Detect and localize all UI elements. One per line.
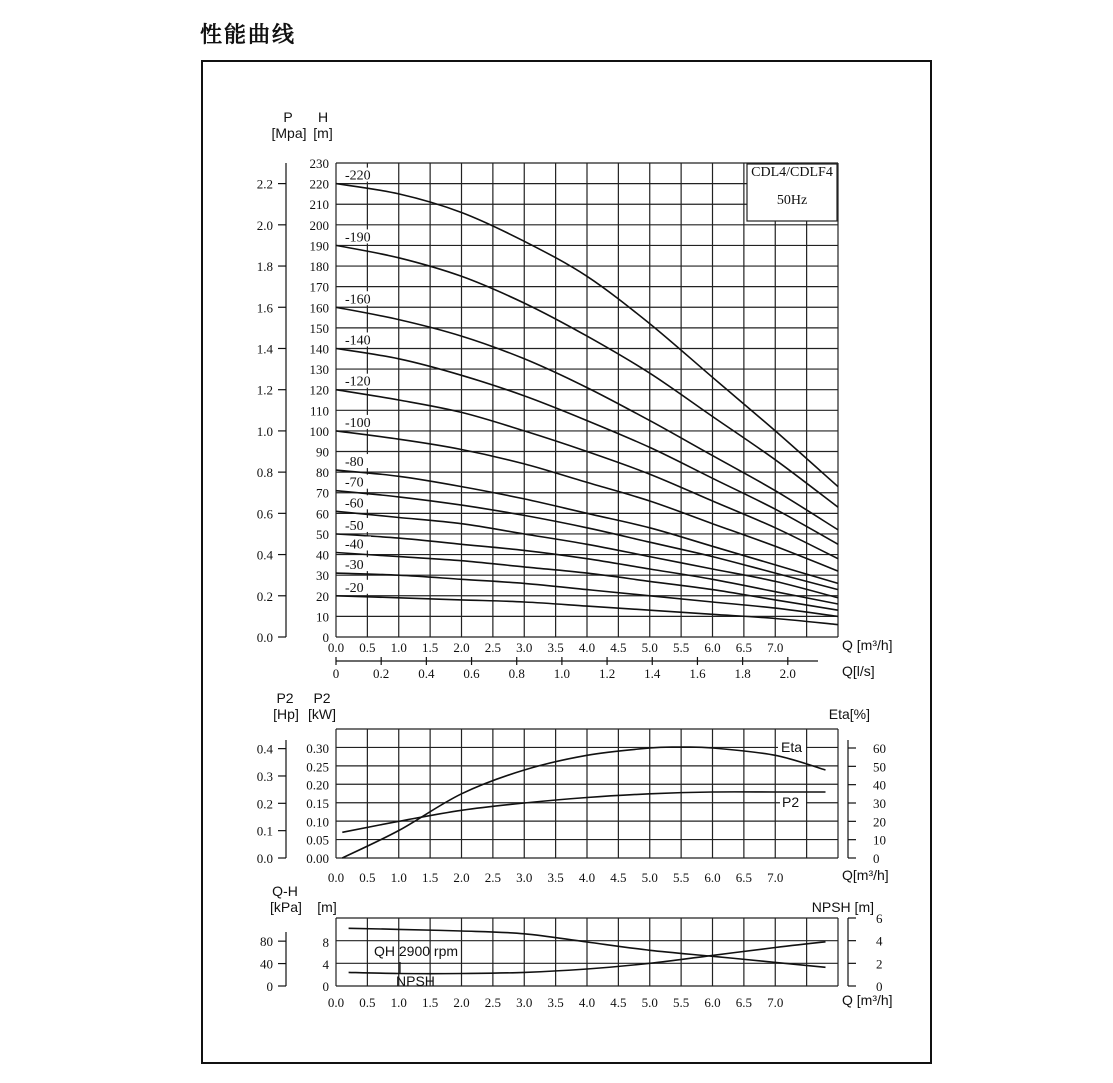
flow-tick-label: 2.5 xyxy=(484,640,501,655)
flow-tick-label: 6.0 xyxy=(704,870,721,885)
pressure-axis-title: P xyxy=(283,109,293,125)
flow-tick-label: 2.5 xyxy=(484,870,501,885)
flow-tick-label: 6.0 xyxy=(704,995,721,1010)
curve-label: -50 xyxy=(345,518,364,534)
curve-label: -60 xyxy=(345,496,364,512)
eta-tick-label: 40 xyxy=(873,777,886,793)
npsh-tick-label: 4 xyxy=(876,933,883,949)
flow-ls-tick-label: 0.4 xyxy=(418,666,435,681)
head-tick-label: 110 xyxy=(309,403,329,419)
hp-tick-label: 0.2 xyxy=(256,796,273,812)
flow-ls-tick-label: 2.0 xyxy=(779,666,796,681)
flow-tick-label: 3.0 xyxy=(516,640,533,655)
qh-curve-label: QH 2900 rpm xyxy=(374,943,459,959)
npsh-axis-title: NPSH [m] xyxy=(811,899,874,915)
flow-tick-label: 2.0 xyxy=(453,870,470,885)
flow-tick-label: 1.5 xyxy=(422,870,439,885)
pressure-tick-label: 0.8 xyxy=(256,465,273,481)
kpa-tick-label: 0 xyxy=(266,979,273,994)
flow-tick-label: 5.0 xyxy=(641,640,658,655)
flow-tick-label: 4.5 xyxy=(610,870,627,885)
flow-tick-label: 6.0 xyxy=(704,640,721,655)
curve-label: -80 xyxy=(345,455,364,471)
flow-axis-title: Q [m³/h] xyxy=(842,637,893,653)
kw-axis-unit: [kW] xyxy=(308,706,336,722)
hp-tick-label: 0.4 xyxy=(256,741,273,757)
head-tick-label: 170 xyxy=(309,279,329,295)
curve-label: -160 xyxy=(345,292,371,308)
head-m-axis-unit: [m] xyxy=(317,899,337,915)
flow-ls-tick-label: 1.6 xyxy=(689,666,706,681)
kw-tick-label: 0.20 xyxy=(306,777,329,793)
curve-label: -70 xyxy=(345,475,364,491)
flow-tick-label: 2.0 xyxy=(453,640,470,655)
head-tick-label: 120 xyxy=(309,382,329,398)
flow-ls-tick-label: 0 xyxy=(332,666,340,681)
head-tick-label: 180 xyxy=(309,259,329,275)
pressure-tick-label: 1.0 xyxy=(256,423,273,439)
flow-tick-label: 4.0 xyxy=(578,870,596,885)
kw-tick-label: 0.05 xyxy=(306,832,329,848)
eta-tick-label: 50 xyxy=(873,759,886,775)
flow-tick-label: 4.5 xyxy=(610,640,627,655)
flow-tick-label: 7.0 xyxy=(767,995,784,1010)
page-title: 性能曲线 xyxy=(200,23,297,48)
flow-ls-tick-label: 0.8 xyxy=(508,666,525,681)
curve-label: -30 xyxy=(345,558,364,574)
flow-tick-label: 3.0 xyxy=(516,870,533,885)
flow-tick-label: 3.5 xyxy=(547,640,564,655)
flow-tick-label: 2.0 xyxy=(453,995,470,1010)
pressure-tick-label: 0.2 xyxy=(256,588,273,604)
flow-tick-label: 5.0 xyxy=(641,995,658,1010)
head-tick-label: 230 xyxy=(309,156,329,171)
pressure-tick-label: 1.2 xyxy=(256,382,273,398)
kpa-tick-label: 80 xyxy=(260,934,273,950)
kpa-tick-label: 40 xyxy=(260,956,273,972)
eta-tick-label: 0 xyxy=(873,851,880,866)
head-tick-label: 30 xyxy=(316,568,329,584)
head-axis-title: H xyxy=(317,109,329,125)
kw-tick-label: 0.10 xyxy=(306,814,329,830)
head-tick-label: 80 xyxy=(316,465,329,481)
curve-label: -120 xyxy=(345,374,371,390)
eta-tick-label: 30 xyxy=(873,796,886,811)
kw-tick-label: 0.00 xyxy=(306,851,329,866)
pressure-tick-label: 0.0 xyxy=(256,630,273,645)
flow-tick-label: 4.0 xyxy=(578,995,596,1010)
model-label: CDL4/CDLF4 xyxy=(751,165,833,180)
flow-tick-label: 0.5 xyxy=(359,870,376,885)
head-axis-unit: [m] xyxy=(313,125,333,141)
kw-tick-label: 0.15 xyxy=(306,796,329,811)
eta-tick-label: 20 xyxy=(873,814,886,830)
p2-curve-label: P2 xyxy=(782,794,800,810)
flow-tick-label: 1.0 xyxy=(390,995,407,1010)
flow-ls-axis-title: Q[l/s] xyxy=(842,663,875,679)
kpa-axis-title: Q-H xyxy=(272,883,298,899)
npsh-tick-label: 6 xyxy=(876,911,883,926)
frequency-label: 50Hz xyxy=(776,193,808,208)
flow-tick-label: 0.0 xyxy=(327,995,345,1010)
pressure-tick-label: 0.6 xyxy=(256,506,273,522)
flow-tick-label: 1.0 xyxy=(390,870,407,885)
flow-tick-label: 0.5 xyxy=(359,995,376,1010)
curve-label: -20 xyxy=(345,580,364,596)
flow-tick-label: 6.5 xyxy=(735,870,752,885)
flow-tick-label: 1.5 xyxy=(422,640,439,655)
flow-tick-label: 1.5 xyxy=(422,995,439,1010)
head-tick-label: 140 xyxy=(309,341,329,357)
head-tick-label: 210 xyxy=(309,197,329,213)
flow-tick-label: 6.5 xyxy=(735,995,752,1010)
hp-tick-label: 0.1 xyxy=(256,823,273,839)
head-tick-label: 220 xyxy=(309,176,329,192)
flow-tick-label: 7.0 xyxy=(767,870,784,885)
flow-tick-label: 4.5 xyxy=(610,995,627,1010)
head-tick-label: 60 xyxy=(316,506,329,522)
flow-tick-label: 5.5 xyxy=(673,995,690,1010)
kw-axis-title: P2 xyxy=(313,690,331,706)
performance-curve xyxy=(342,792,825,832)
head-tick-label: 150 xyxy=(309,320,329,336)
pressure-axis-unit: [Mpa] xyxy=(271,125,307,141)
pressure-tick-label: 1.8 xyxy=(256,259,273,275)
flow-ls-tick-label: 0.6 xyxy=(463,666,480,681)
flow-ls-tick-label: 1.0 xyxy=(553,666,571,681)
eta-curve-label: Eta xyxy=(781,739,803,755)
flow-tick-label: 4.0 xyxy=(578,640,596,655)
hp-tick-label: 0.3 xyxy=(256,768,273,784)
eta-tick-label: 60 xyxy=(873,741,886,756)
head-tick-label: 50 xyxy=(316,526,329,542)
curve-label: -140 xyxy=(345,333,371,349)
pressure-tick-label: 1.6 xyxy=(256,300,273,316)
flow-tick-label: 5.5 xyxy=(673,870,690,885)
head-m-tick-label: 4 xyxy=(322,957,329,972)
head-tick-label: 20 xyxy=(316,588,329,604)
pressure-tick-label: 2.2 xyxy=(256,176,273,192)
flow-ls-tick-label: 1.4 xyxy=(644,666,661,681)
flow-tick-label: 0.0 xyxy=(327,870,345,885)
head-tick-label: 90 xyxy=(316,444,329,460)
pressure-tick-label: 1.4 xyxy=(256,341,273,357)
eta-tick-label: 10 xyxy=(873,832,886,848)
head-tick-label: 70 xyxy=(316,485,329,501)
head-tick-label: 100 xyxy=(309,423,329,439)
flow-ls-tick-label: 1.2 xyxy=(598,666,616,681)
hp-axis-unit: [Hp] xyxy=(273,706,299,722)
flow-tick-label: 5.5 xyxy=(673,640,690,655)
flow-tick-label: 3.5 xyxy=(547,870,564,885)
flow-tick-label: 1.0 xyxy=(390,640,407,655)
curve-label: -40 xyxy=(345,537,364,553)
kw-tick-label: 0.30 xyxy=(306,741,329,756)
pressure-tick-label: 0.4 xyxy=(256,547,273,563)
head-tick-label: 40 xyxy=(316,547,329,563)
flow-tick-label: 0.5 xyxy=(359,640,376,655)
head-tick-label: 200 xyxy=(309,217,329,233)
flow-ls-tick-label: 1.8 xyxy=(734,666,751,681)
flow-axis-title: Q [m³/h] xyxy=(842,992,893,1008)
kpa-axis-unit: [kPa] xyxy=(270,899,302,915)
head-m-tick-label: 0 xyxy=(322,979,329,994)
head-tick-label: 130 xyxy=(309,362,329,378)
flow-tick-label: 6.5 xyxy=(735,640,752,655)
head-tick-label: 190 xyxy=(309,238,329,254)
flow-tick-label: 5.0 xyxy=(641,870,658,885)
curve-label: -220 xyxy=(345,168,371,184)
npsh-tick-label: 2 xyxy=(876,956,883,972)
head-tick-label: 160 xyxy=(309,300,329,316)
flow-tick-label: 2.5 xyxy=(484,995,501,1010)
flow-axis-title: Q[m³/h] xyxy=(842,867,889,883)
flow-tick-label: 3.0 xyxy=(516,995,533,1010)
curve-label: -100 xyxy=(345,415,371,431)
npsh-tick-label: 0 xyxy=(876,979,883,994)
hp-tick-label: 0.0 xyxy=(256,851,273,866)
hp-axis-title: P2 xyxy=(276,690,294,706)
head-tick-label: 0 xyxy=(322,630,329,645)
flow-tick-label: 0.0 xyxy=(327,640,345,655)
head-tick-label: 10 xyxy=(316,609,329,625)
flow-tick-label: 7.0 xyxy=(767,640,784,655)
curve-label: -190 xyxy=(345,230,371,246)
flow-tick-label: 3.5 xyxy=(547,995,564,1010)
eta-axis-title: Eta[%] xyxy=(828,706,870,722)
flow-ls-tick-label: 0.2 xyxy=(373,666,390,681)
pressure-tick-label: 2.0 xyxy=(256,217,273,233)
npsh-curve-label: NPSH xyxy=(396,973,435,989)
kw-tick-label: 0.25 xyxy=(306,759,329,775)
head-m-tick-label: 8 xyxy=(322,935,329,950)
